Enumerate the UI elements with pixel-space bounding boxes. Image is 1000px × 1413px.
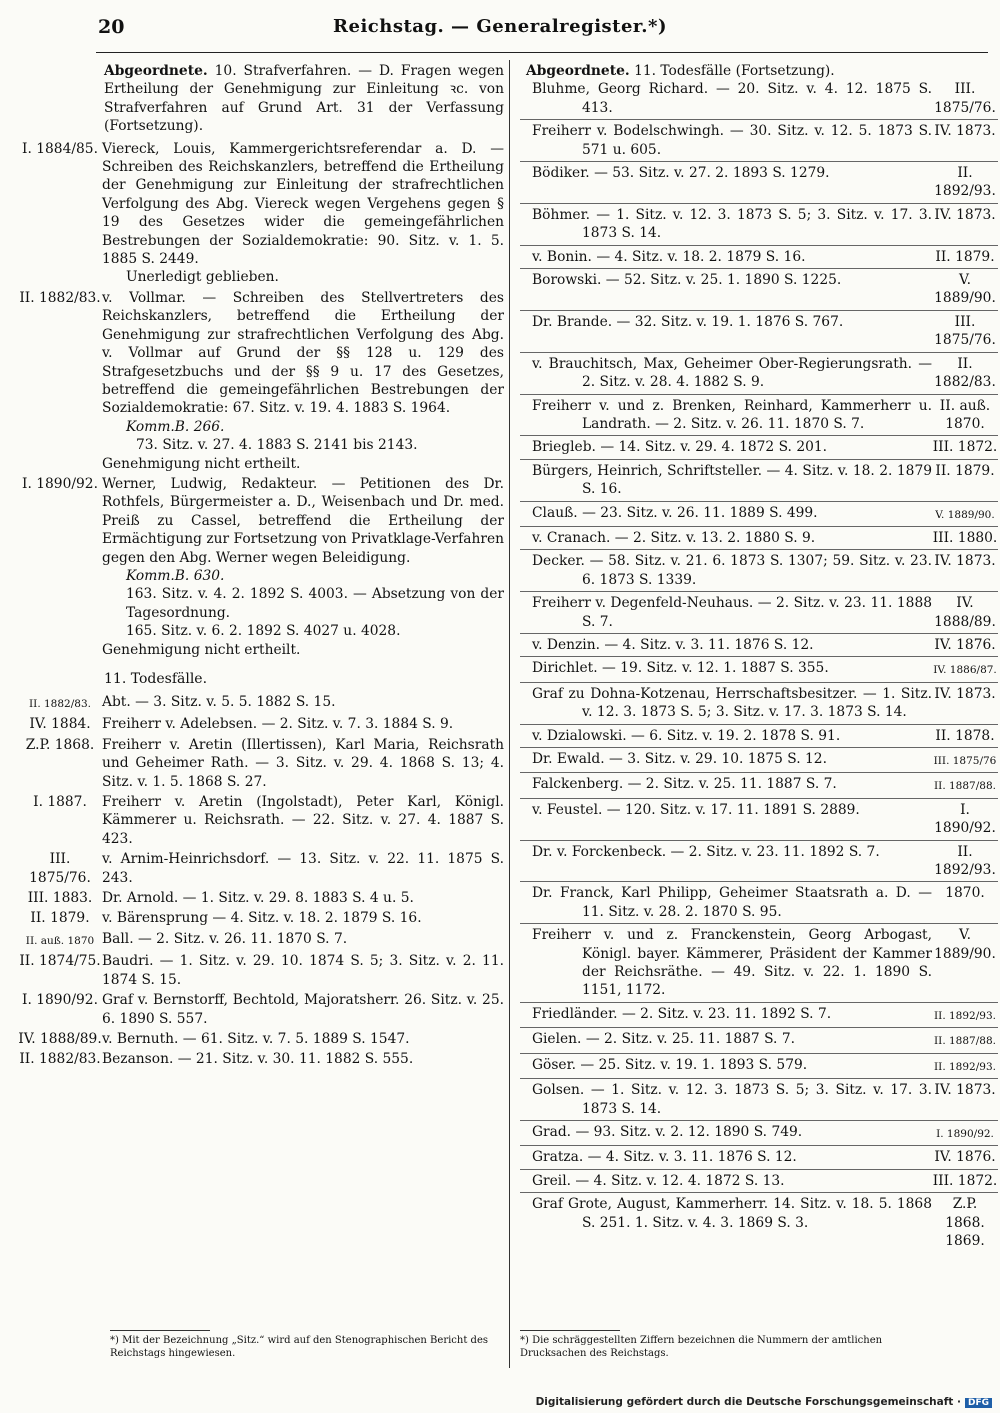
entry-text: Dr. Ewald. — 3. Sitz. v. 29. 10. 1875 S. 12. [532, 751, 827, 767]
entry-margin: III. 1875/76 [933, 755, 997, 767]
entry-margin: Z.P. 1868. 1869. [945, 1196, 985, 1249]
entry-note: Unerledigt geblieben. [126, 269, 279, 286]
entry-margin: IV. 1873. [934, 206, 996, 223]
entry-text: Abt. — 3. Sitz. v. 5. 5. 1882 S. 15. [102, 694, 336, 710]
footnote-rule-left [110, 1330, 210, 1331]
entry-margin: III. 1875/76. [29, 851, 91, 886]
entry-text: Dr. Franck, Karl Philipp, Geheimer Staatsrath a. D. — 11. Sitz. v. 28. 2. 1870 S. 95. [532, 885, 932, 920]
list-item [18, 736, 504, 791]
list-item [18, 1050, 504, 1068]
right-section-heading [526, 62, 998, 80]
left-column [18, 62, 504, 1071]
list-item [520, 271, 998, 311]
entry-text: v. Feustel. — 120. Sitz. v. 17. 11. 1891 S. 2889. [532, 801, 860, 818]
entry-text: Freiherr v. Adelebsen. — 2. Sitz. v. 7. 3. 1884 S. 9. [102, 716, 454, 733]
list-item [520, 122, 998, 162]
section-10-heading [104, 62, 504, 136]
entry-text: v. Denzin. — 4. Sitz. v. 3. 11. 1876 S. 12. [532, 636, 814, 653]
entry-margin: I. 1887. [33, 794, 87, 811]
entry-margin: I. 1884/85. [22, 140, 98, 157]
entry-margin: III. 1875/76. [934, 81, 996, 116]
list-item [18, 140, 504, 287]
entry-line: 73. Sitz. v. 27. 4. 1883 S. 2141 bis 2143. [136, 437, 418, 454]
entry-margin: II. 1892/93. [934, 843, 996, 879]
list-item [520, 206, 998, 246]
footnote-right: *) Die schräggestellten Ziffern bezeichnen die Nummern der amtlichen Drucksachen des Reichstags. [520, 1335, 883, 1359]
entry-margin: II. 1879. [935, 462, 995, 479]
list-item [520, 750, 998, 773]
entry-margin: II. 1882/83. [934, 355, 996, 391]
entry-margin: II. 1882/83. [19, 289, 101, 306]
entry-text: v. Brauchitsch, Max, Geheimer Ober-Regierungsrath. — 2. Sitz. v. 28. 4. 1882 S. 9. [532, 355, 932, 391]
entry-text: Freiherr v. und z. Franckenstein, Georg Arbogast, Königl. bayer. Kämmerer, Präsident der Kammer der Reichsräthe. — 49. Sitz. v. 22. 1. 1890 S. 1151, 1172. [532, 927, 932, 999]
entry-text: Gielen. — 2. Sitz. v. 25. 11. 1887 S. 7. [532, 1031, 795, 1048]
list-item [18, 793, 504, 848]
entry-text: Freiherr v. Aretin (Ingolstadt), Peter Karl, Königl. Kämmerer u. Reichsrath. — 22. Sitz. v. 27. 4. 1887 S. 423. [102, 794, 504, 847]
deaths-list-right [520, 80, 998, 1252]
right-column [520, 62, 998, 1254]
entry-text: Graf zu Dohna-Kotzenau, Herrschaftsbesitzer. — 1. Sitz. v. 12. 3. 1873 S. 5; 3. Sitz. v. 17. 3. 1873 S. 14. [532, 685, 932, 721]
entry-text: Dr. v. Forckenbeck. — 2. Sitz. v. 23. 11. 1892 S. 7. [532, 843, 880, 860]
entry-text: Grad. — 93. Sitz. v. 2. 12. 1890 S. 749. [532, 1123, 803, 1140]
list-item [520, 775, 998, 798]
entry-margin: II. 1892/93. [934, 165, 996, 200]
entry-margin: II. 1878. [935, 727, 995, 744]
list-item [520, 552, 998, 592]
entry-text: Friedländer. — 2. Sitz. v. 23. 11. 1892 S. 7. [532, 1005, 832, 1022]
entry-margin: III. 1872. [932, 1172, 998, 1189]
entry-margin: 1870. [945, 885, 985, 902]
list-item [520, 529, 998, 550]
entry-text: Freiherr v. Bodelschwingh. — 30. Sitz. v. 12. 5. 1873 S. 571 u. 605. [532, 123, 932, 158]
entry-margin: Z.P. 1868. [25, 736, 95, 753]
entry-text: Bluhme, Georg Richard. — 20. Sitz. v. 4. 12. 1875 S. 413. [532, 81, 932, 116]
entry-line: 165. Sitz. v. 6. 2. 1892 S. 4027 u. 4028. [126, 623, 401, 640]
entry-text: Bürgers, Heinrich, Schriftsteller. — 4. Sitz. v. 18. 2. 1879 S. 16. [532, 462, 932, 498]
entry-text: v. Bärensprung — 4. Sitz. v. 18. 2. 1879 S. 16. [102, 910, 422, 927]
entry-text: Dr. Brande. — 32. Sitz. v. 19. 1. 1876 S. 767. [532, 313, 844, 330]
list-item [520, 248, 998, 269]
entry-margin: V. 1889/90. [935, 508, 995, 521]
entry-margin: I. 1890/92. [22, 475, 98, 492]
entry-margin: II. 1882/83. [19, 1051, 101, 1068]
entry-margin: II. 1892/93. [934, 1009, 996, 1022]
entry-text: Briegleb. — 14. Sitz. v. 29. 4. 1872 S. 201. [532, 439, 828, 456]
entry-margin: III. 1880. [932, 529, 998, 546]
list-item [520, 843, 998, 883]
entry-margin: IV. 1888/89. [934, 595, 996, 630]
entry-text: v. Vollmar. — Schreiben des Stellvertreters des Reichskanzlers, betreffend die Ertheilung der Genehmigung zur strafrechtlichen Verfolgung des Abg. v. Vollmar auf Grund der §§ 128 u. 129 des Strafgesetzbuchs und der §§ 9 u. 17 des Gesetzes, betreffend die gemeingefährlichen Bestrebungen der Sozialdemokratie: 67. Sitz. v. 19. 4. 1883 S. 1964. [102, 289, 504, 417]
entry-line: 163. Sitz. v. 4. 2. 1892 S. 4003. — Absetzung von der Tagesordnung. [126, 586, 504, 621]
deaths-list-left [18, 693, 504, 1069]
entry-margin: II. 1887/88. [934, 1035, 996, 1048]
entry-margin: I. 1890/92. [934, 801, 996, 837]
section-title: Abgeordnete. [104, 63, 208, 79]
entry-text: Werner, Ludwig, Redakteur. — Petitionen des Dr. Rothfels, Bürgermeister a. D., Weisenbach und Dr. med. Preiß zu Cassel, betreffend die Ertheilung der Ermächtigung zur Fortsetzung von Privatklage-Verfahren gegen den Abg. Werner wegen Beleidigung. [102, 475, 505, 566]
entry-margin: III. 1875/76. [934, 313, 996, 349]
list-item [520, 884, 998, 924]
list-item [520, 1056, 998, 1079]
list-item [520, 594, 998, 634]
list-item [520, 636, 998, 657]
list-item [18, 693, 504, 713]
entry-text: v. Bonin. — 4. Sitz. v. 18. 2. 1879 S. 16. [532, 248, 806, 265]
section-text: 10. Strafverfahren. — D. Fragen wegen Ertheilung der Genehmigung zur Einleitung ꝛc. von Strafverfahren auf Grund Art. 31 der Verfassung (Fortsetzung). [104, 63, 505, 135]
list-item [520, 1123, 998, 1146]
list-item [18, 850, 504, 887]
entry-text: Gratza. — 4. Sitz. v. 3. 11. 1876 S. 12. [532, 1149, 797, 1166]
entry-margin: IV. 1884. [29, 716, 91, 733]
entry-text: Decker. — 58. Sitz. v. 21. 6. 1873 S. 1307; 59. Sitz. v. 23. 6. 1873 S. 1339. [532, 553, 932, 588]
header-rule [96, 52, 988, 53]
list-item [18, 991, 504, 1028]
entry-margin: IV. 1886/87. [933, 664, 997, 677]
list-item [520, 1005, 998, 1028]
entry-margin: IV. 1876. [934, 636, 996, 653]
column-divider [509, 60, 510, 1368]
entry-text: v. Bernuth. — 61. Sitz. v. 7. 5. 1889 S. 1547. [102, 1030, 410, 1047]
list-item [520, 438, 998, 459]
entry-margin: IV. 1888/89. [18, 1030, 102, 1047]
entry-text: Golsen. — 1. Sitz. v. 12. 3. 1873 S. 5; 3. Sitz. v. 17. 3. 1873 S. 14. [532, 1082, 932, 1117]
entry-margin: II. auß. 1870 [25, 934, 95, 947]
list-item [520, 727, 998, 748]
list-item [520, 504, 998, 527]
footnote-left: *) Mit der Bezeichnung „Sitz.“ wird auf den Stenographischen Bericht des Reichstags hingewiesen. [110, 1335, 488, 1359]
entry-margin: II. 1874/75. [19, 953, 101, 970]
entry-text: Baudri. — 1. Sitz. v. 29. 10. 1874 S. 5; 3. Sitz. v. 2. 11. 1874 S. 15. [102, 953, 504, 988]
entry-text: v. Arnim-Heinrichsdorf. — 13. Sitz. v. 22. 11. 1875 S. 243. [102, 851, 504, 886]
credit-line [536, 1396, 992, 1408]
entry-text: Borowski. — 52. Sitz. v. 25. 1. 1890 S. 1225. [532, 272, 842, 289]
entry-text: v. Cranach. — 2. Sitz. v. 13. 2. 1880 S. 9. [532, 529, 816, 546]
list-item [18, 475, 504, 659]
credit-text: Digitalisierung gefördert durch die Deutsche Forschungsgemeinschaft · [535, 1396, 961, 1408]
entry-text: Falckenberg. — 2. Sitz. v. 25. 11. 1887 S. 7. [532, 776, 837, 793]
list-item [18, 889, 504, 907]
list-item [520, 685, 998, 725]
section-text: 11. Todesfälle (Fortsetzung). [634, 63, 835, 79]
entry-text: Freiherr v. Degenfeld-Neuhaus. — 2. Sitz. v. 23. 11. 1888 S. 7. [532, 595, 932, 630]
list-item [520, 462, 998, 502]
list-item [520, 1148, 998, 1169]
list-item [18, 930, 504, 950]
entry-margin: II. 1887/88. [934, 780, 996, 793]
entry-text: Freiherr v. Aretin (Illertissen), Karl Maria, Reichsrath und Geheimer Rath. — 3. Sitz. v. 29. 4. 1868 S. 13; 4. Sitz. v. 1. 5. 1868 S. 27. [102, 736, 504, 790]
dfg-logo: DFG [965, 1398, 992, 1408]
entry-text: Freiherr v. und z. Brenken, Reinhard, Kammerherr u. Landrath. — 2. Sitz. v. 26. 11. 1870 S. 7. [532, 397, 932, 432]
entry-text: Dr. Arnold. — 1. Sitz. v. 29. 8. 1883 S. 4 u. 5. [102, 890, 414, 907]
entry-margin: IV. 1873. [934, 553, 996, 570]
entry-margin: II. 1879. [935, 248, 995, 265]
list-item [18, 715, 504, 733]
list-item [520, 80, 998, 120]
list-item [520, 1030, 998, 1053]
entry-text: Viereck, Louis, Kammergerichtsreferendar a. D. — Schreiben des Reichskanzlers, betreffend die Ertheilung der Genehmigung zur Einleitung der strafrechtlichen Verfolgung des Abg. Viereck wegen Vergehens gegen § 19 des Gesetzes wider die gemeingefährlichen Bestrebungen der Sozialdemokratie: 90. Sitz. v. 1. 5. 1885 S. 2449. [102, 140, 504, 268]
entry-margin: IV. 1873. [934, 1082, 996, 1099]
entry-margin: II. 1892/93. [934, 1060, 996, 1073]
page-header [0, 0, 1000, 44]
entry-margin: IV. 1876. [934, 1149, 996, 1166]
list-item [18, 952, 504, 989]
entry-margin: I. 1890/92. [22, 992, 98, 1009]
entry-note: Genehmigung nicht ertheilt. [102, 455, 301, 472]
list-item [520, 313, 998, 353]
list-item [520, 164, 998, 204]
entry-margin: V. 1889/90. [934, 927, 996, 962]
entry-margin: I. 1890/92. [936, 1127, 994, 1140]
entry-margin: II. 1879. [30, 910, 90, 927]
entry-text: Bödiker. — 53. Sitz. v. 27. 2. 1893 S. 1279. [532, 165, 830, 182]
footnote-rule-right [520, 1330, 620, 1331]
list-item [520, 801, 998, 841]
entry-margin: III. 1883. [27, 890, 93, 907]
entry-margin: III. 1872. [932, 439, 998, 456]
list-item [520, 1172, 998, 1193]
running-title: Reichstag. — Generalregister.*) [333, 16, 667, 37]
entry-text: Clauß. — 23. Sitz. v. 26. 11. 1889 S. 499. [532, 504, 818, 521]
entry-margin: IV. 1873. [934, 685, 996, 702]
entry-text: v. Dzialowski. — 6. Sitz. v. 19. 2. 1878 S. 91. [532, 727, 841, 744]
section-11-heading: 11. Todesfälle. [104, 671, 208, 687]
list-item [520, 1195, 998, 1252]
entry-margin: II. auß. 1870. [939, 397, 991, 432]
list-item [520, 355, 998, 395]
entry-text: Graf Grote, August, Kammerherr. 14. Sitz. v. 18. 5. 1868 S. 251. 1. Sitz. v. 4. 3. 1869 S. 3. [532, 1196, 932, 1231]
list-item [520, 1081, 998, 1121]
entry-komm: Komm.B. 266. [126, 418, 225, 435]
entry-note: Genehmigung nicht ertheilt. [102, 641, 301, 658]
entry-text: Böhmer. — 1. Sitz. v. 12. 3. 1873 S. 5; 3. Sitz. v. 17. 3. 1873 S. 14. [532, 206, 932, 242]
list-item [520, 926, 998, 1003]
list-item [520, 659, 998, 682]
section-title: Abgeordnete. [526, 63, 630, 79]
entry-text: Dirichlet. — 19. Sitz. v. 12. 1. 1887 S. 355. [532, 660, 829, 677]
entry-komm: Komm.B. 630. [126, 567, 225, 584]
list-item [18, 909, 504, 927]
list-item [18, 1030, 504, 1048]
entry-text: Graf v. Bernstorff, Bechtold, Majoratsherr. 26. Sitz. v. 25. 6. 1890 S. 557. [102, 992, 504, 1027]
entry-text: Bezanson. — 21. Sitz. v. 30. 11. 1882 S. 555. [102, 1051, 414, 1068]
entry-text: Greil. — 4. Sitz. v. 12. 4. 1872 S. 13. [532, 1172, 785, 1189]
entry-margin: V. 1889/90. [934, 272, 996, 307]
page-number: 20 [98, 16, 125, 38]
list-item [520, 397, 998, 437]
entry-text: Göser. — 25. Sitz. v. 19. 1. 1893 S. 579. [532, 1056, 808, 1073]
list-item [18, 289, 504, 473]
entry-text: Ball. — 2. Sitz. v. 26. 11. 1870 S. 7. [102, 930, 348, 947]
entry-margin: IV. 1873. [934, 123, 996, 140]
entry-margin: II. 1882/83. [29, 698, 91, 710]
